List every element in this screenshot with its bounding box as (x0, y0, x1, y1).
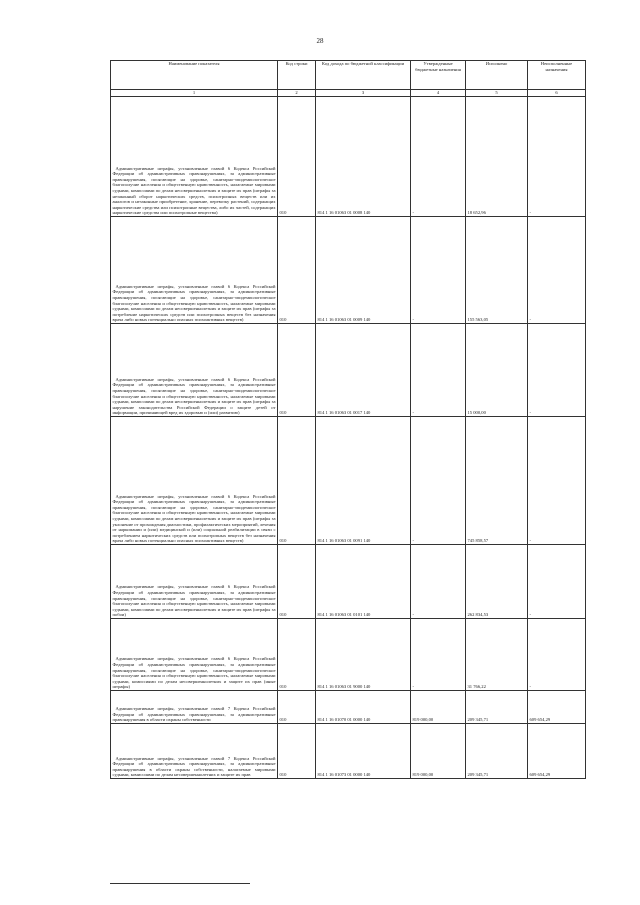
table-row (111, 724, 586, 779)
row-approved: 819 000,00 (411, 691, 466, 724)
column-number-row (111, 90, 586, 97)
row-executed: 209 345,71 (466, 724, 528, 779)
row-unexecuted: 609 654,29 (528, 724, 586, 779)
row-line-code: 010 (278, 691, 316, 724)
row-executed: 209 345,71 (466, 691, 528, 724)
header-indicator-name: Наименование показателя (111, 61, 278, 90)
budget-income-table (110, 60, 586, 779)
row-line-code: 010 (278, 97, 316, 217)
row-income-code: 814 1 16 01063 01 0091 140 (316, 417, 411, 545)
row-executed: 262 834,53 (466, 545, 528, 619)
row-unexecuted: - (528, 619, 586, 691)
row-executed: 745 858,57 (466, 417, 528, 545)
row-executed: 31 766,22 (466, 619, 528, 691)
row-approved: - (411, 545, 466, 619)
row-income-code: 814 1 16 01070 01 0000 140 (316, 691, 411, 724)
row-income-code: 814 1 16 01063 01 0009 140 (316, 217, 411, 324)
row-income-code: 814 1 16 01063 01 9000 140 (316, 619, 411, 691)
table-row (111, 545, 586, 619)
footer-divider (110, 883, 250, 884)
row-line-code: 010 (278, 417, 316, 545)
row-unexecuted: 609 654,29 (528, 691, 586, 724)
table-row (111, 97, 586, 217)
column-number: 3 (316, 90, 411, 97)
column-number: 5 (466, 90, 528, 97)
header-row (111, 61, 586, 90)
header-executed: Исполнено (466, 61, 528, 90)
row-income-code: 814 1 16 01073 01 0000 140 (316, 724, 411, 779)
column-number: 4 (411, 90, 466, 97)
header-line-code: Код строки (278, 61, 316, 90)
row-approved: 819 000,00 (411, 724, 466, 779)
row-unexecuted: - (528, 324, 586, 417)
table-row (111, 619, 586, 691)
page-number: 28 (316, 37, 324, 45)
row-unexecuted: - (528, 417, 586, 545)
table-row (111, 217, 586, 324)
row-income-code: 814 1 16 01063 01 0101 140 (316, 545, 411, 619)
row-name: Административные штрафы, установленные главой 7 Кодекса Российской Федерации об административных правонарушениях, за административные правонарушения в области охраны собственности, налагаемые мировыми судьями, комиссиями по делам несовершеннолетних и защите их прав (112, 755, 276, 778)
row-approved: - (411, 324, 466, 417)
table-row (111, 691, 586, 724)
row-line-code: 010 (278, 724, 316, 779)
table-row (111, 324, 586, 417)
row-name: Административные штрафы, установленные главой 6 Кодекса Российской Федерации об административных правонарушениях, за административные правонарушения, посягающие на здоровье, санитарно-эпидемиологическое благополучие населения и общественную нравственность, налагаемые мировыми судьями, комиссиями по делам несовершеннолетних и защите их прав (штрафы за уклонение от прохождения диагностики, профилактических мероприятий, лечения от наркомании и (или) медицинской и (или) социальной реабилитации в связи с потреблением наркотических средств или психотропных веществ без назначения врача либо новых потенциально опасных психоактивных веществ) (112, 493, 276, 544)
column-number: 2 (278, 90, 316, 97)
row-executed: 15 000,00 (466, 324, 528, 417)
header-unexecuted: Неисполненные назначения (528, 61, 586, 90)
row-name: Административные штрафы, установленные главой 6 Кодекса Российской Федерации об административных правонарушениях, за административные правонарушения, посягающие на здоровье, санитарно-эпидемиологическое благополучие населения и общественную нравственность, налагаемые мировыми судьями, комиссиями по делам несовершеннолетних и защите их прав (штрафы за незаконный оборот наркотических средств, психотропных веществ или их аналогов и незаконные приобретение, хранение, перевозку растений, содержащих наркотические средства или психотропные вещества, либо их частей, содержащих наркотические средства или психотропные вещества) (112, 165, 276, 216)
column-number: 1 (111, 90, 278, 97)
row-approved: - (411, 619, 466, 691)
row-approved: - (411, 417, 466, 545)
row-name: Административные штрафы, установленные главой 6 Кодекса Российской Федерации об административных правонарушениях, за административные правонарушения, посягающие на здоровье, санитарно-эпидемиологическое благополучие населения и общественную нравственность, налагаемые мировыми судьями, комиссиями по делам несовершеннолетних и защите их прав (штрафы за побои) (112, 584, 276, 618)
row-unexecuted: - (528, 97, 586, 217)
row-approved: - (411, 217, 466, 324)
row-income-code: 814 1 16 01063 01 0008 140 (316, 97, 411, 217)
row-name: Административные штрафы, установленные главой 6 Кодекса Российской Федерации об административных правонарушениях, за административные правонарушения, посягающие на здоровье, санитарно-эпидемиологическое благополучие населения и общественную нравственность, налагаемые мировыми судьями, комиссиями по делам несовершеннолетних и защите их прав (иные штрафы) (112, 656, 276, 690)
row-unexecuted: - (528, 545, 586, 619)
header-income-code: Код дохода по бюджетной классификации (316, 61, 411, 90)
row-name: Административные штрафы, установленные главой 6 Кодекса Российской Федерации об административных правонарушениях, за административные правонарушения, посягающие на здоровье, санитарно-эпидемиологическое благополучие населения и общественную нравственность, налагаемые мировыми судьями, комиссиями по делам несовершеннолетних и защите их прав (штрафы за нарушение законодательства Российской Федерации о защите детей от информации, причиняющей вред их здоровью и (или) развитию) (112, 376, 276, 416)
row-line-code: 010 (278, 217, 316, 324)
row-name: Административные штрафы, установленные главой 6 Кодекса Российской Федерации об административных правонарушениях, за административные правонарушения, посягающие на здоровье, санитарно-эпидемиологическое благополучие населения и общественную нравственность, налагаемые мировыми судьями, комиссиями по делам несовершеннолетних и защите их прав (штрафы за потребление наркотических средств или психотропных веществ без назначения врача либо новых потенциально опасных психоактивных веществ) (112, 283, 276, 323)
row-executed: 155 563,05 (466, 217, 528, 324)
row-unexecuted: - (528, 217, 586, 324)
row-approved: - (411, 97, 466, 217)
row-line-code: 010 (278, 545, 316, 619)
header-approved: Утвержденные бюджетные назначения (411, 61, 466, 90)
column-number: 6 (528, 90, 586, 97)
row-name: Административные штрафы, установленные главой 7 Кодекса Российской Федерации об административных правонарушениях, за административные правонарушения в области охраны собственности (112, 706, 276, 723)
table-row (111, 417, 586, 545)
row-income-code: 814 1 16 01063 01 0017 140 (316, 324, 411, 417)
row-executed: 18 652,96 (466, 97, 528, 217)
row-line-code: 010 (278, 619, 316, 691)
row-line-code: 010 (278, 324, 316, 417)
